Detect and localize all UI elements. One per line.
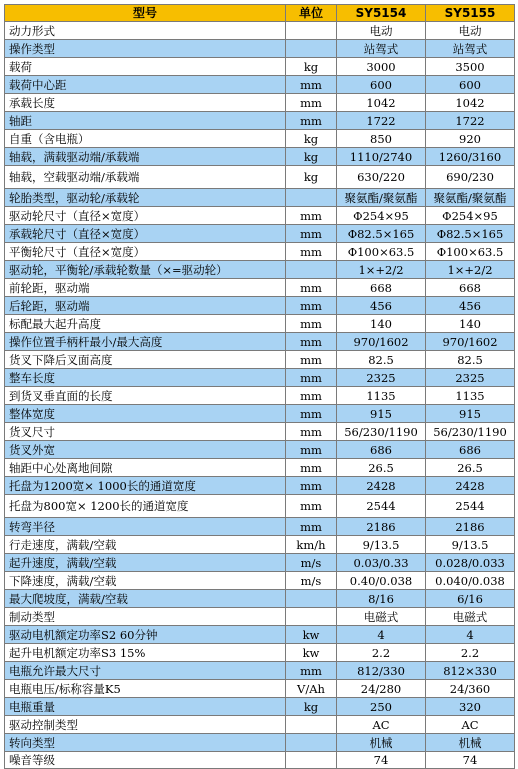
table-row bbox=[5, 716, 515, 734]
row-value-sy5154: Φ100×63.5 bbox=[337, 243, 426, 261]
table-row bbox=[5, 315, 515, 333]
table-row bbox=[5, 351, 515, 369]
table-row bbox=[5, 40, 515, 58]
row-unit: mm bbox=[286, 369, 337, 387]
table-row bbox=[5, 734, 515, 752]
row-label: 操作位置手柄杆最小/最大高度 bbox=[5, 333, 286, 351]
row-value-sy5154: 1×+2/2 bbox=[337, 261, 426, 279]
row-label: 承载轮尺寸（直径×宽度） bbox=[5, 225, 286, 243]
row-value-sy5155: 6/16 bbox=[426, 590, 515, 608]
row-unit: mm bbox=[286, 405, 337, 423]
table-row bbox=[5, 405, 515, 423]
row-label: 转弯半径 bbox=[5, 518, 286, 536]
row-label: 下降速度，满载/空载 bbox=[5, 572, 286, 590]
row-value-sy5154: 630/220 bbox=[337, 166, 426, 189]
row-value-sy5154: 250 bbox=[337, 698, 426, 716]
row-value-sy5155: 1135 bbox=[426, 387, 515, 405]
row-value-sy5155: 机械 bbox=[426, 734, 515, 752]
row-value-sy5154: 24/280 bbox=[337, 680, 426, 698]
row-unit bbox=[286, 734, 337, 752]
row-value-sy5154: 聚氨酯/聚氨酯 bbox=[337, 189, 426, 207]
row-label: 货叉下降后叉面高度 bbox=[5, 351, 286, 369]
row-label: 行走速度，满载/空载 bbox=[5, 536, 286, 554]
row-label: 前轮距，驱动端 bbox=[5, 279, 286, 297]
row-label: 轴载，空载驱动端/承载端 bbox=[5, 166, 286, 189]
table-row bbox=[5, 279, 515, 297]
row-value-sy5154: 1722 bbox=[337, 112, 426, 130]
row-label: 噪音等级 bbox=[5, 752, 286, 769]
row-value-sy5155: 1×+2/2 bbox=[426, 261, 515, 279]
row-unit bbox=[286, 608, 337, 626]
table-row bbox=[5, 423, 515, 441]
row-label: 托盘为800宽× 1200长的通道宽度 bbox=[5, 495, 286, 518]
table-row bbox=[5, 297, 515, 315]
row-value-sy5154: 2544 bbox=[337, 495, 426, 518]
row-value-sy5155: 320 bbox=[426, 698, 515, 716]
row-value-sy5155: 970/1602 bbox=[426, 333, 515, 351]
row-value-sy5154: 970/1602 bbox=[337, 333, 426, 351]
row-value-sy5154: 668 bbox=[337, 279, 426, 297]
table-row bbox=[5, 369, 515, 387]
row-value-sy5154: 56/230/1190 bbox=[337, 423, 426, 441]
table-row bbox=[5, 680, 515, 698]
row-unit: mm bbox=[286, 351, 337, 369]
table-row bbox=[5, 166, 515, 189]
row-value-sy5155: 4 bbox=[426, 626, 515, 644]
table-row bbox=[5, 94, 515, 112]
spec-body bbox=[5, 22, 515, 769]
table-row bbox=[5, 22, 515, 40]
table-row bbox=[5, 225, 515, 243]
row-label: 最大爬坡度，满载/空载 bbox=[5, 590, 286, 608]
row-unit: mm bbox=[286, 76, 337, 94]
table-row bbox=[5, 626, 515, 644]
table-row bbox=[5, 477, 515, 495]
row-value-sy5154: Φ254×95 bbox=[337, 207, 426, 225]
row-label: 起升电机额定功率S3 15% bbox=[5, 644, 286, 662]
table-row bbox=[5, 148, 515, 166]
row-value-sy5155: Φ82.5×165 bbox=[426, 225, 515, 243]
row-unit: mm bbox=[286, 441, 337, 459]
table-row bbox=[5, 387, 515, 405]
row-value-sy5155: 82.5 bbox=[426, 351, 515, 369]
row-value-sy5154: 8/16 bbox=[337, 590, 426, 608]
header-unit: 单位 bbox=[286, 5, 337, 22]
row-value-sy5154: 4 bbox=[337, 626, 426, 644]
row-label: 轴距 bbox=[5, 112, 286, 130]
row-value-sy5155: 2186 bbox=[426, 518, 515, 536]
row-label: 电瓶重量 bbox=[5, 698, 286, 716]
row-unit: m/s bbox=[286, 572, 337, 590]
table-row bbox=[5, 644, 515, 662]
row-value-sy5155: 电动 bbox=[426, 22, 515, 40]
row-value-sy5154: 600 bbox=[337, 76, 426, 94]
row-value-sy5154: 站驾式 bbox=[337, 40, 426, 58]
row-value-sy5154: 686 bbox=[337, 441, 426, 459]
row-value-sy5154: Φ82.5×165 bbox=[337, 225, 426, 243]
table-row bbox=[5, 662, 515, 680]
row-value-sy5155: 24/360 bbox=[426, 680, 515, 698]
row-label: 标配最大起升高度 bbox=[5, 315, 286, 333]
header-sy5155: SY5155 bbox=[426, 5, 515, 22]
row-value-sy5154: 1042 bbox=[337, 94, 426, 112]
row-value-sy5154: 2186 bbox=[337, 518, 426, 536]
row-value-sy5155: AC bbox=[426, 716, 515, 734]
row-unit: m/s bbox=[286, 554, 337, 572]
row-label: 货叉尺寸 bbox=[5, 423, 286, 441]
table-row bbox=[5, 112, 515, 130]
row-value-sy5155: 668 bbox=[426, 279, 515, 297]
table-row bbox=[5, 441, 515, 459]
row-value-sy5155: 56/230/1190 bbox=[426, 423, 515, 441]
header-model: 型号 bbox=[5, 5, 286, 22]
row-value-sy5154: 0.03/0.33 bbox=[337, 554, 426, 572]
row-value-sy5154: 电磁式 bbox=[337, 608, 426, 626]
row-value-sy5155: 3500 bbox=[426, 58, 515, 76]
table-row bbox=[5, 495, 515, 518]
row-value-sy5154: AC bbox=[337, 716, 426, 734]
row-unit: mm bbox=[286, 495, 337, 518]
row-unit: mm bbox=[286, 315, 337, 333]
row-label: 电瓶电压/标称容量K5 bbox=[5, 680, 286, 698]
row-unit bbox=[286, 590, 337, 608]
row-unit: mm bbox=[286, 662, 337, 680]
row-unit: mm bbox=[286, 333, 337, 351]
row-unit bbox=[286, 716, 337, 734]
row-unit bbox=[286, 189, 337, 207]
row-value-sy5155: 915 bbox=[426, 405, 515, 423]
row-unit: kw bbox=[286, 644, 337, 662]
row-label: 操作类型 bbox=[5, 40, 286, 58]
row-value-sy5154: 456 bbox=[337, 297, 426, 315]
row-label: 载荷中心距 bbox=[5, 76, 286, 94]
row-value-sy5155: 26.5 bbox=[426, 459, 515, 477]
row-value-sy5154: 电动 bbox=[337, 22, 426, 40]
row-label: 承载长度 bbox=[5, 94, 286, 112]
table-row bbox=[5, 58, 515, 76]
row-label: 轴距中心处离地间隙 bbox=[5, 459, 286, 477]
row-label: 到货叉垂直面的长度 bbox=[5, 387, 286, 405]
row-label: 平衡轮尺寸（直径×宽度） bbox=[5, 243, 286, 261]
row-unit: mm bbox=[286, 423, 337, 441]
row-value-sy5155: 电磁式 bbox=[426, 608, 515, 626]
row-unit bbox=[286, 261, 337, 279]
table-row bbox=[5, 261, 515, 279]
row-value-sy5155: 1722 bbox=[426, 112, 515, 130]
row-value-sy5155: 2325 bbox=[426, 369, 515, 387]
row-unit bbox=[286, 40, 337, 58]
table-row bbox=[5, 76, 515, 94]
row-unit: kg bbox=[286, 148, 337, 166]
row-value-sy5154: 3000 bbox=[337, 58, 426, 76]
table-row bbox=[5, 536, 515, 554]
row-label: 载荷 bbox=[5, 58, 286, 76]
table-row bbox=[5, 572, 515, 590]
table-row bbox=[5, 608, 515, 626]
row-label: 轮胎类型，驱动轮/承载轮 bbox=[5, 189, 286, 207]
row-value-sy5154: 2325 bbox=[337, 369, 426, 387]
row-label: 电瓶允许最大尺寸 bbox=[5, 662, 286, 680]
row-value-sy5154: 机械 bbox=[337, 734, 426, 752]
row-value-sy5155: 456 bbox=[426, 297, 515, 315]
row-value-sy5155: 1260/3160 bbox=[426, 148, 515, 166]
row-value-sy5155: Φ254×95 bbox=[426, 207, 515, 225]
row-unit: kg bbox=[286, 58, 337, 76]
row-value-sy5155: 9/13.5 bbox=[426, 536, 515, 554]
row-value-sy5155: 600 bbox=[426, 76, 515, 94]
row-value-sy5155: 2.2 bbox=[426, 644, 515, 662]
row-value-sy5154: 82.5 bbox=[337, 351, 426, 369]
row-value-sy5154: 0.40/0.038 bbox=[337, 572, 426, 590]
row-unit: mm bbox=[286, 459, 337, 477]
row-unit: mm bbox=[286, 477, 337, 495]
row-value-sy5155: 920 bbox=[426, 130, 515, 148]
row-value-sy5155: 2544 bbox=[426, 495, 515, 518]
row-unit: kg bbox=[286, 166, 337, 189]
row-unit: mm bbox=[286, 94, 337, 112]
row-unit: mm bbox=[286, 297, 337, 315]
row-value-sy5154: 850 bbox=[337, 130, 426, 148]
row-label: 起升速度，满载/空载 bbox=[5, 554, 286, 572]
row-value-sy5155: 686 bbox=[426, 441, 515, 459]
row-unit: mm bbox=[286, 279, 337, 297]
row-value-sy5155: 812×330 bbox=[426, 662, 515, 680]
row-value-sy5154: 1135 bbox=[337, 387, 426, 405]
row-value-sy5155: 站驾式 bbox=[426, 40, 515, 58]
header-sy5154: SY5154 bbox=[337, 5, 426, 22]
table-row bbox=[5, 130, 515, 148]
table-row bbox=[5, 752, 515, 769]
row-unit: mm bbox=[286, 243, 337, 261]
row-label: 驱动电机额定功率S2 60分钟 bbox=[5, 626, 286, 644]
row-unit bbox=[286, 752, 337, 769]
row-value-sy5155: 74 bbox=[426, 752, 515, 769]
row-value-sy5154: 2.2 bbox=[337, 644, 426, 662]
row-label: 转向类型 bbox=[5, 734, 286, 752]
row-value-sy5155: 聚氨酯/聚氨酯 bbox=[426, 189, 515, 207]
row-value-sy5155: Φ100×63.5 bbox=[426, 243, 515, 261]
row-value-sy5154: 915 bbox=[337, 405, 426, 423]
table-row bbox=[5, 459, 515, 477]
row-label: 驱动轮，平衡轮/承载轮数量（×=驱动轮） bbox=[5, 261, 286, 279]
table-row bbox=[5, 207, 515, 225]
row-unit: mm bbox=[286, 112, 337, 130]
row-unit: mm bbox=[286, 518, 337, 536]
row-label: 整车长度 bbox=[5, 369, 286, 387]
table-row bbox=[5, 554, 515, 572]
row-value-sy5155: 1042 bbox=[426, 94, 515, 112]
row-label: 轴载，满载驱动端/承载端 bbox=[5, 148, 286, 166]
row-label: 后轮距，驱动端 bbox=[5, 297, 286, 315]
row-value-sy5155: 690/230 bbox=[426, 166, 515, 189]
row-value-sy5154: 26.5 bbox=[337, 459, 426, 477]
row-value-sy5155: 0.040/0.038 bbox=[426, 572, 515, 590]
row-unit: V/Ah bbox=[286, 680, 337, 698]
row-label: 托盘为1200宽× 1000长的通道宽度 bbox=[5, 477, 286, 495]
row-value-sy5154: 2428 bbox=[337, 477, 426, 495]
row-value-sy5155: 140 bbox=[426, 315, 515, 333]
table-row bbox=[5, 590, 515, 608]
row-value-sy5154: 140 bbox=[337, 315, 426, 333]
row-label: 驱动控制类型 bbox=[5, 716, 286, 734]
table-row bbox=[5, 189, 515, 207]
table-row bbox=[5, 333, 515, 351]
row-label: 驱动轮尺寸（直径×宽度） bbox=[5, 207, 286, 225]
spec-table bbox=[4, 4, 515, 769]
row-value-sy5154: 9/13.5 bbox=[337, 536, 426, 554]
header-row bbox=[5, 5, 515, 22]
table-row bbox=[5, 698, 515, 716]
row-value-sy5155: 0.028/0.033 bbox=[426, 554, 515, 572]
row-value-sy5154: 812/330 bbox=[337, 662, 426, 680]
row-label: 制动类型 bbox=[5, 608, 286, 626]
row-unit: km/h bbox=[286, 536, 337, 554]
row-value-sy5154: 74 bbox=[337, 752, 426, 769]
row-unit: mm bbox=[286, 387, 337, 405]
row-label: 整体宽度 bbox=[5, 405, 286, 423]
row-unit: kg bbox=[286, 130, 337, 148]
row-label: 动力形式 bbox=[5, 22, 286, 40]
row-label: 货叉外宽 bbox=[5, 441, 286, 459]
row-unit: mm bbox=[286, 207, 337, 225]
row-unit: kg bbox=[286, 698, 337, 716]
row-unit bbox=[286, 22, 337, 40]
row-value-sy5155: 2428 bbox=[426, 477, 515, 495]
row-unit: mm bbox=[286, 225, 337, 243]
table-row bbox=[5, 243, 515, 261]
table-row bbox=[5, 518, 515, 536]
row-unit: kw bbox=[286, 626, 337, 644]
row-value-sy5154: 1110/2740 bbox=[337, 148, 426, 166]
row-label: 自重（含电瓶） bbox=[5, 130, 286, 148]
